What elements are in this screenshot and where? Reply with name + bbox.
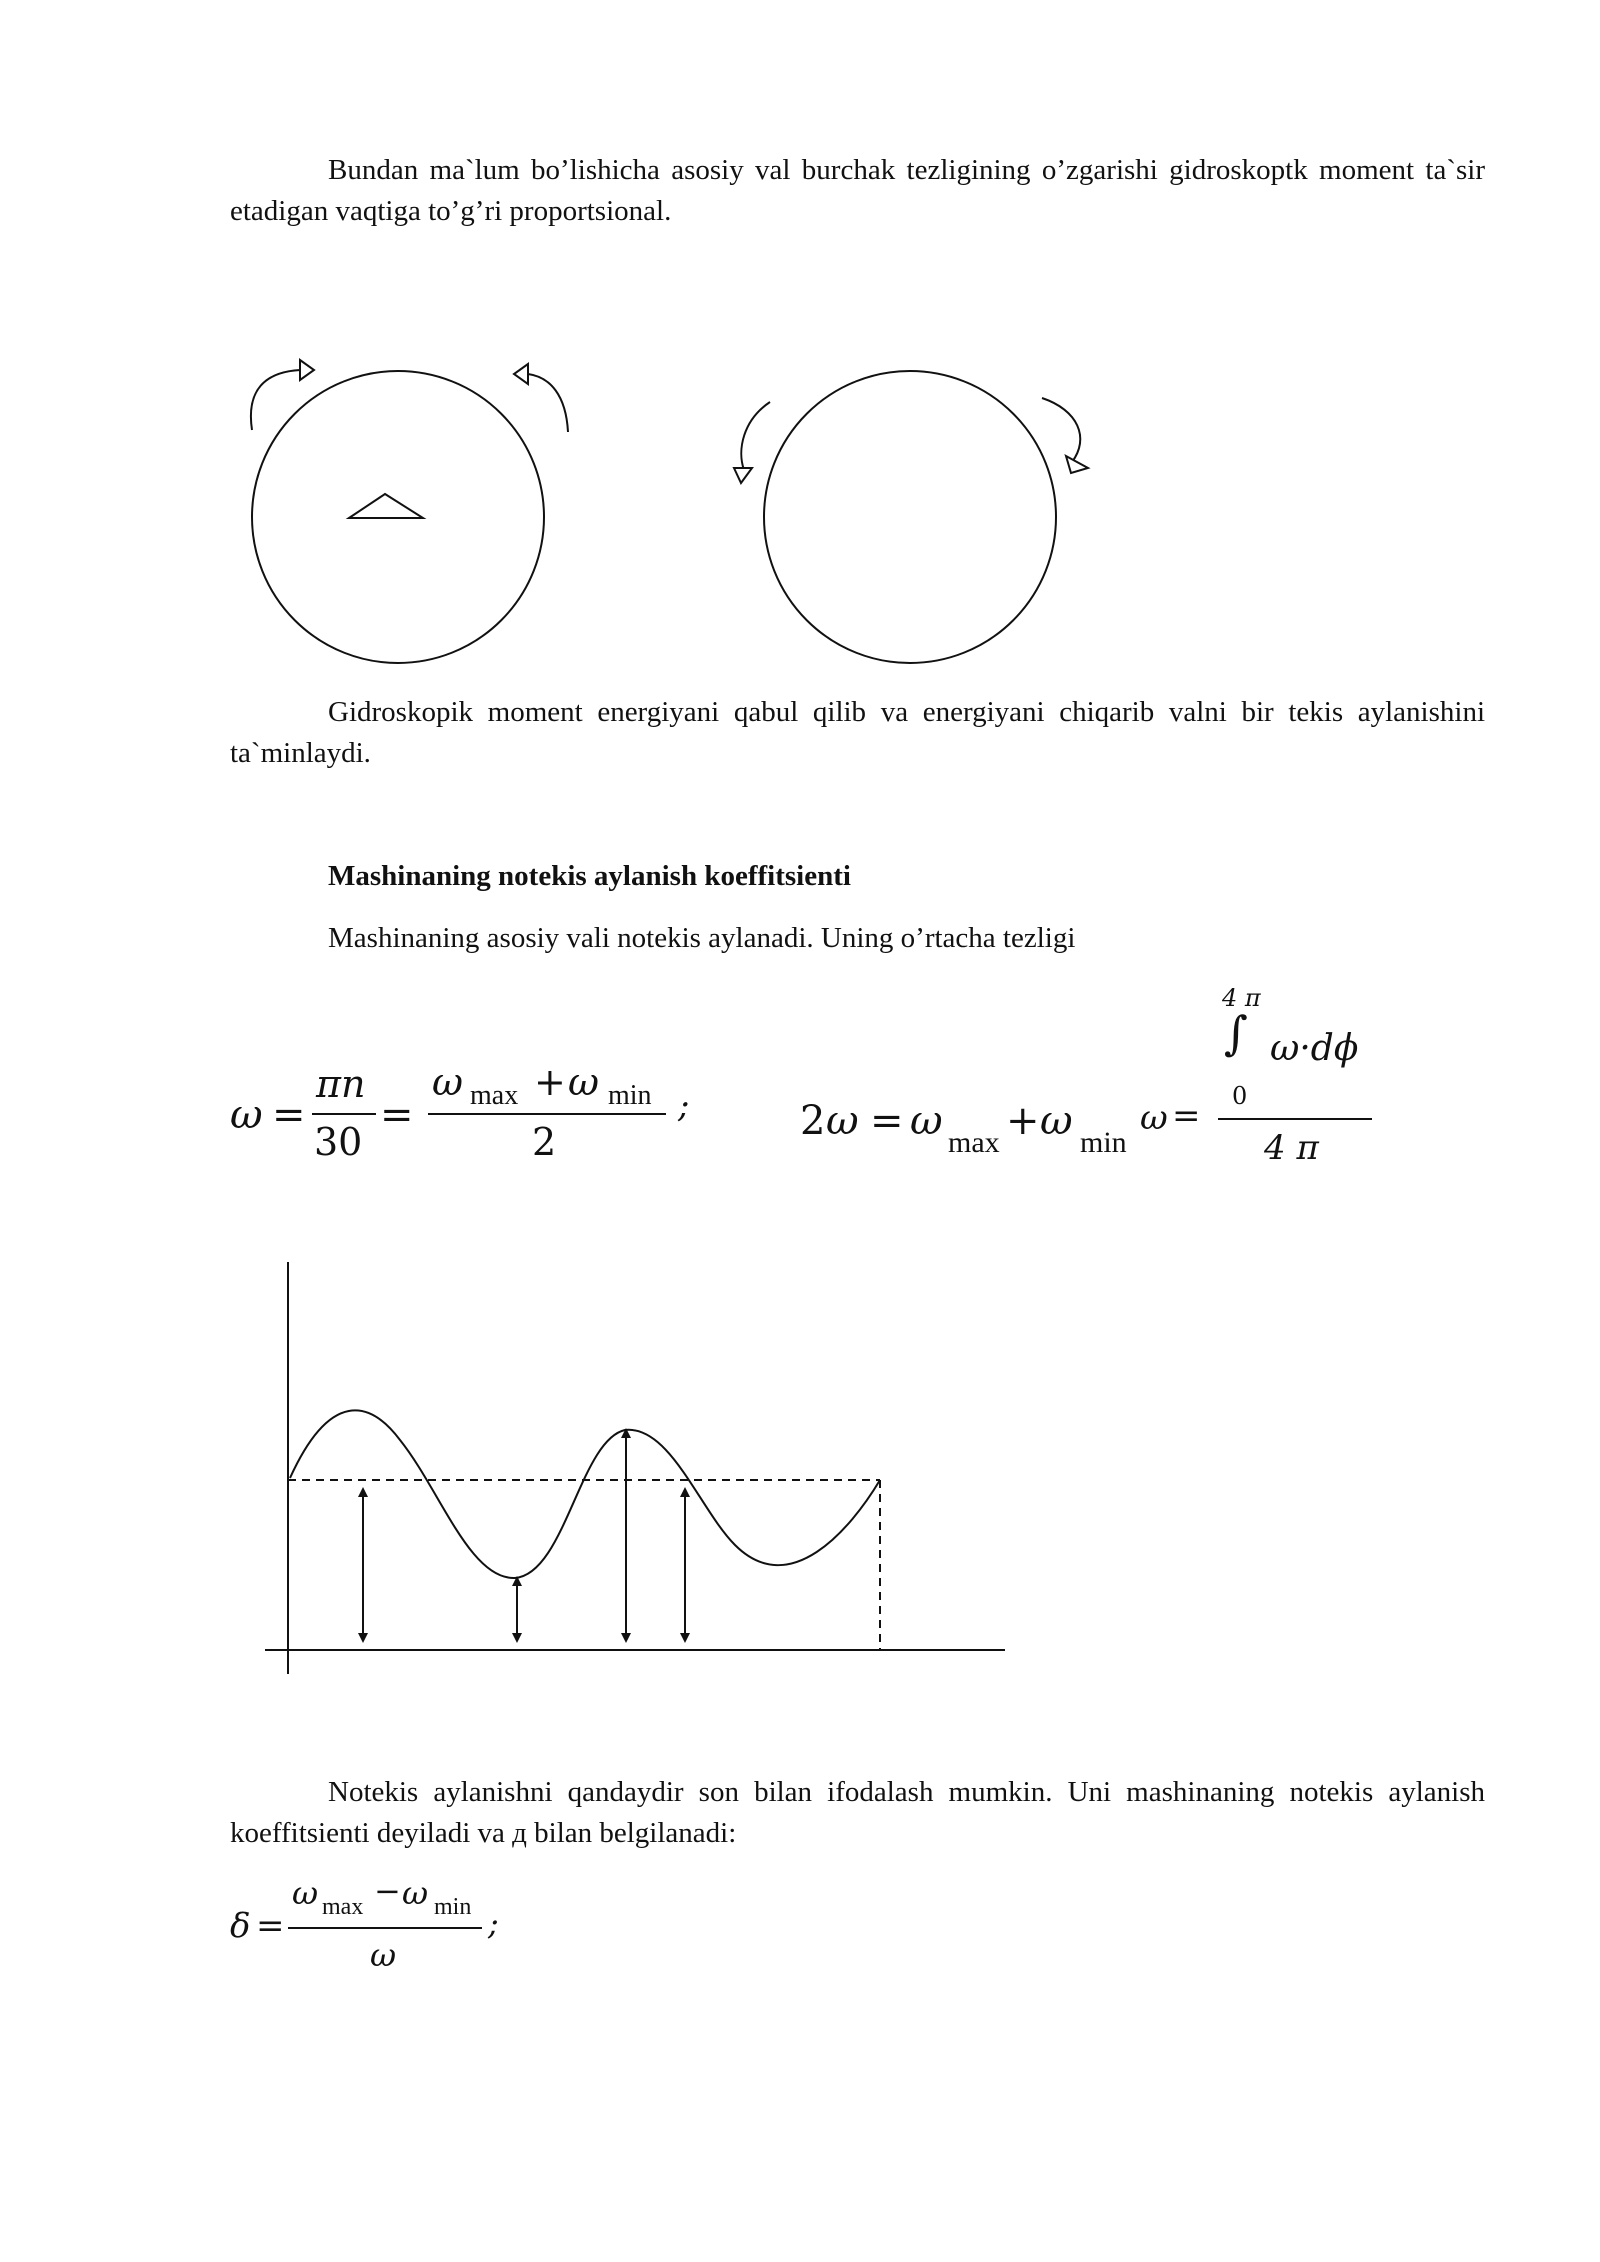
equals-sign: = xyxy=(1172,1096,1201,1136)
paragraph-intro: Bundan ma`lum bo’lishicha asosiy val burchak tezligining o’zgarishi gidroskoptk moment ta`sir etadigan vaqtiga to’g’ri proportsional. xyxy=(230,154,1485,227)
denominator-4pi: 4 π xyxy=(1264,1128,1319,1168)
triangle-mark xyxy=(349,494,423,518)
subscript-min: min xyxy=(608,1080,652,1111)
subscript-max: max xyxy=(322,1894,364,1920)
subscript-max: max xyxy=(470,1080,519,1111)
equals-sign: = xyxy=(380,1092,414,1138)
section-heading: Mashinaning notekis aylanish koeffitsienti xyxy=(328,860,851,892)
semicolon: ; xyxy=(678,1086,690,1126)
omega-symbol: ω xyxy=(910,1098,943,1144)
gyroscope-figure xyxy=(0,330,1600,710)
numerator-pi-n: πn xyxy=(316,1062,366,1106)
arrow-right-top xyxy=(528,374,568,432)
denominator-omega: ω xyxy=(370,1936,397,1974)
fraction-bar xyxy=(288,1927,482,1929)
fraction-bar xyxy=(1218,1118,1372,1120)
omega-symbol: ω xyxy=(402,1874,429,1912)
semicolon: ; xyxy=(488,1904,499,1942)
coefficient-2: 2 xyxy=(800,1098,826,1144)
right-disc xyxy=(764,371,1056,663)
arrow-left-top xyxy=(251,370,300,430)
minus-sign: − xyxy=(374,1872,401,1910)
equals-sign: = xyxy=(256,1906,285,1946)
omega-symbol: ω xyxy=(826,1098,859,1144)
integral-sign: ∫ xyxy=(1224,1006,1248,1060)
subscript-max: max xyxy=(948,1126,1000,1159)
integrand: ω·dϕ xyxy=(1270,1028,1359,1069)
arrowhead xyxy=(734,468,752,483)
fraction-bar xyxy=(428,1113,666,1115)
plus-sign: + xyxy=(1006,1098,1040,1144)
speed-fluctuation-diagram xyxy=(0,1240,1600,1690)
plus-sign: + xyxy=(534,1060,566,1104)
omega-symbol: ω xyxy=(432,1060,463,1104)
omega-symbol: ω xyxy=(292,1874,319,1912)
paragraph-average-speed: Mashinaning asosiy vali notekis aylanadi. Uning o’rtacha tezligi xyxy=(328,922,1076,954)
arrow-left-side xyxy=(741,402,770,470)
equals-sign: = xyxy=(272,1092,306,1138)
omega-symbol: ω xyxy=(230,1092,263,1138)
fraction-bar xyxy=(312,1113,376,1115)
paragraph-coefficient: Notekis aylanishni qandaydir son bilan ifodalash mumkin. Uni mashinaning notekis aylanish koeffitsienti deyiladi va д bilan belgilanadi: xyxy=(230,1776,1485,1849)
omega-symbol: ω xyxy=(1140,1098,1168,1138)
equals-sign: = xyxy=(870,1098,904,1144)
omega-symbol: ω xyxy=(568,1060,599,1104)
subscript-min: min xyxy=(434,1894,472,1920)
arrow-right-side xyxy=(1042,398,1080,462)
integral-lower-limit: 0 xyxy=(1232,1082,1248,1110)
integral-upper-limit: 4 π xyxy=(1222,984,1261,1012)
subscript-min: min xyxy=(1080,1126,1127,1159)
arrowhead xyxy=(1066,456,1088,473)
paragraph-gyro-moment: Gidroskopik moment energiyani qabul qilib va energiyani chiqarib valni bir tekis aylanishini ta`minlaydi. xyxy=(230,696,1485,769)
omega-symbol: ω xyxy=(1040,1098,1073,1144)
arrowhead xyxy=(514,364,528,384)
delta-symbol: δ xyxy=(230,1906,251,1946)
denominator-2: 2 xyxy=(532,1120,557,1164)
denominator-30: 30 xyxy=(314,1120,363,1164)
arrowhead xyxy=(300,360,314,380)
omega-curve xyxy=(290,1410,880,1578)
